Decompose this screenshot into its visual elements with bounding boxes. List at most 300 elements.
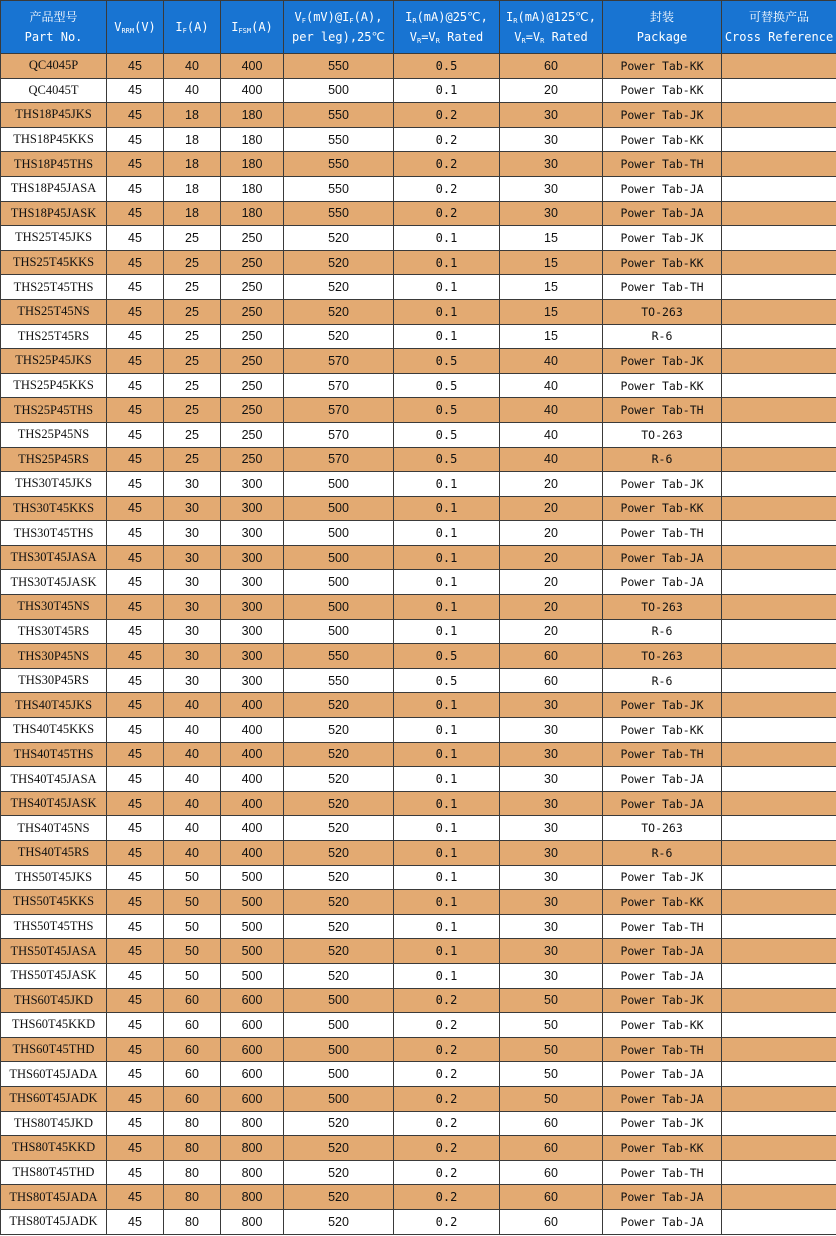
cell-ifsm: 300 bbox=[221, 472, 284, 497]
cell-vf: 550 bbox=[284, 176, 394, 201]
cell-package: Power Tab-JA bbox=[603, 791, 722, 816]
cell-if: 25 bbox=[164, 275, 221, 300]
table-row bbox=[1, 1013, 836, 1038]
cell-ir-125c: 30 bbox=[500, 693, 603, 718]
cell-if: 18 bbox=[164, 103, 221, 128]
cell-ifsm: 400 bbox=[221, 841, 284, 866]
cell-vf: 570 bbox=[284, 447, 394, 472]
cell-if: 80 bbox=[164, 1209, 221, 1234]
cell-ir-125c: 50 bbox=[500, 1037, 603, 1062]
cell-ir-125c: 15 bbox=[500, 299, 603, 324]
cell-ir-25c: 0.1 bbox=[394, 963, 500, 988]
cell-package: TO-263 bbox=[603, 816, 722, 841]
cell-if: 30 bbox=[164, 496, 221, 521]
cell-if: 60 bbox=[164, 1013, 221, 1038]
cell-ir-25c: 0.1 bbox=[394, 472, 500, 497]
cell-vf: 520 bbox=[284, 693, 394, 718]
cell-part-no: THS40T45THS bbox=[1, 742, 107, 767]
cell-cross-reference bbox=[722, 398, 836, 423]
cell-ifsm: 180 bbox=[221, 176, 284, 201]
cell-part-no: THS40T45JKS bbox=[1, 693, 107, 718]
cell-package: Power Tab-JA bbox=[603, 201, 722, 226]
table-row bbox=[1, 693, 836, 718]
cell-package: Power Tab-TH bbox=[603, 1160, 722, 1185]
cell-ir-25c: 0.5 bbox=[394, 349, 500, 374]
cell-package: R-6 bbox=[603, 447, 722, 472]
cell-vf: 550 bbox=[284, 54, 394, 79]
cell-package: Power Tab-JK bbox=[603, 865, 722, 890]
cell-part-no: THS30T45KKS bbox=[1, 496, 107, 521]
cell-ir-25c: 0.1 bbox=[394, 324, 500, 349]
cell-ir-125c: 15 bbox=[500, 324, 603, 349]
cell-ir-125c: 60 bbox=[500, 1136, 603, 1161]
cell-vrrm: 45 bbox=[107, 201, 164, 226]
cell-vf: 520 bbox=[284, 816, 394, 841]
cell-cross-reference bbox=[722, 1086, 836, 1111]
cell-ir-125c: 20 bbox=[500, 78, 603, 103]
cell-ir-125c: 30 bbox=[500, 201, 603, 226]
cell-if: 30 bbox=[164, 521, 221, 546]
cell-ir-25c: 0.1 bbox=[394, 570, 500, 595]
table-row bbox=[1, 127, 836, 152]
cell-if: 25 bbox=[164, 299, 221, 324]
cell-package: Power Tab-TH bbox=[603, 1037, 722, 1062]
cell-cross-reference bbox=[722, 496, 836, 521]
cell-ir-125c: 40 bbox=[500, 373, 603, 398]
cell-package: Power Tab-JA bbox=[603, 1086, 722, 1111]
cell-ir-25c: 0.1 bbox=[394, 791, 500, 816]
table-row bbox=[1, 422, 836, 447]
cell-package: Power Tab-KK bbox=[603, 1136, 722, 1161]
cell-part-no: THS40T45NS bbox=[1, 816, 107, 841]
cell-part-no: THS18P45JKS bbox=[1, 103, 107, 128]
table-row bbox=[1, 1086, 836, 1111]
cell-vf: 520 bbox=[284, 718, 394, 743]
cell-ir-25c: 0.2 bbox=[394, 1209, 500, 1234]
header-ir-25c-line1: $I_R(mA)@25℃$, bbox=[405, 10, 488, 25]
cell-package: Power Tab-JK bbox=[603, 226, 722, 251]
header-if: $I_F(A)$ bbox=[164, 1, 221, 54]
table-row bbox=[1, 472, 836, 497]
cell-cross-reference bbox=[722, 914, 836, 939]
cell-ir-125c: 30 bbox=[500, 742, 603, 767]
header-vf-line2: per leg),25℃ bbox=[292, 30, 385, 44]
header-cross-reference-zh: 可替换产品 bbox=[748, 10, 809, 24]
cell-ir-25c: 0.2 bbox=[394, 1160, 500, 1185]
cell-cross-reference bbox=[722, 275, 836, 300]
cell-ir-25c: 0.1 bbox=[394, 939, 500, 964]
cell-part-no: THS25T45RS bbox=[1, 324, 107, 349]
cell-ir-25c: 0.1 bbox=[394, 496, 500, 521]
cell-ifsm: 400 bbox=[221, 693, 284, 718]
cell-package: Power Tab-JA bbox=[603, 963, 722, 988]
cell-if: 50 bbox=[164, 914, 221, 939]
header-ir-125c-line1: $I_R(mA)@125℃$, bbox=[506, 10, 596, 25]
cell-package: Power Tab-JK bbox=[603, 693, 722, 718]
table-row bbox=[1, 570, 836, 595]
cell-cross-reference bbox=[722, 1209, 836, 1234]
cell-ir-125c: 50 bbox=[500, 988, 603, 1013]
cell-vrrm: 45 bbox=[107, 1185, 164, 1210]
cell-vrrm: 45 bbox=[107, 644, 164, 669]
cell-ifsm: 400 bbox=[221, 54, 284, 79]
cell-package: Power Tab-TH bbox=[603, 398, 722, 423]
cell-ir-25c: 0.1 bbox=[394, 595, 500, 620]
cell-if: 40 bbox=[164, 693, 221, 718]
table-row bbox=[1, 521, 836, 546]
table-row bbox=[1, 78, 836, 103]
table-row bbox=[1, 103, 836, 128]
cell-ifsm: 250 bbox=[221, 299, 284, 324]
table-row bbox=[1, 644, 836, 669]
cell-ifsm: 500 bbox=[221, 963, 284, 988]
cell-if: 40 bbox=[164, 78, 221, 103]
cell-cross-reference bbox=[722, 226, 836, 251]
cell-part-no: THS50T45JASA bbox=[1, 939, 107, 964]
cell-ir-25c: 0.5 bbox=[394, 644, 500, 669]
table-row bbox=[1, 890, 836, 915]
cell-ifsm: 500 bbox=[221, 865, 284, 890]
cell-ir-25c: 0.2 bbox=[394, 103, 500, 128]
cell-vf: 520 bbox=[284, 1160, 394, 1185]
cell-vf: 520 bbox=[284, 1136, 394, 1161]
cell-cross-reference bbox=[722, 1136, 836, 1161]
cell-ir-125c: 40 bbox=[500, 398, 603, 423]
cell-ir-125c: 15 bbox=[500, 226, 603, 251]
cell-vrrm: 45 bbox=[107, 103, 164, 128]
cell-part-no: THS80T45THD bbox=[1, 1160, 107, 1185]
header-part-no-en: Part No. bbox=[24, 30, 83, 44]
cell-ifsm: 180 bbox=[221, 201, 284, 226]
cell-cross-reference bbox=[722, 619, 836, 644]
cell-ir-125c: 50 bbox=[500, 1013, 603, 1038]
cell-if: 30 bbox=[164, 472, 221, 497]
cell-ir-125c: 60 bbox=[500, 668, 603, 693]
cell-vf: 500 bbox=[284, 521, 394, 546]
cell-package: Power Tab-JA bbox=[603, 176, 722, 201]
cell-cross-reference bbox=[722, 1013, 836, 1038]
cell-vf: 500 bbox=[284, 595, 394, 620]
cell-package: Power Tab-KK bbox=[603, 127, 722, 152]
cell-cross-reference bbox=[722, 693, 836, 718]
cell-ifsm: 500 bbox=[221, 914, 284, 939]
cell-package: R-6 bbox=[603, 619, 722, 644]
header-vf bbox=[284, 1, 394, 54]
cell-vf: 550 bbox=[284, 201, 394, 226]
cell-ir-125c: 50 bbox=[500, 1086, 603, 1111]
cell-ir-25c: 0.1 bbox=[394, 890, 500, 915]
cell-part-no: THS30T45JASK bbox=[1, 570, 107, 595]
header-ir-25c bbox=[394, 1, 500, 54]
table-row bbox=[1, 1209, 836, 1234]
cell-part-no: THS60T45KKD bbox=[1, 1013, 107, 1038]
cell-cross-reference bbox=[722, 250, 836, 275]
cell-ifsm: 800 bbox=[221, 1209, 284, 1234]
cell-package: R-6 bbox=[603, 841, 722, 866]
cell-cross-reference bbox=[722, 939, 836, 964]
cell-ir-25c: 0.5 bbox=[394, 398, 500, 423]
cell-cross-reference bbox=[722, 299, 836, 324]
table-row bbox=[1, 447, 836, 472]
cell-vrrm: 45 bbox=[107, 1086, 164, 1111]
cell-package: Power Tab-TH bbox=[603, 521, 722, 546]
table-body bbox=[1, 54, 836, 1235]
cell-vf: 500 bbox=[284, 1086, 394, 1111]
cell-ir-25c: 0.2 bbox=[394, 1111, 500, 1136]
cell-ifsm: 800 bbox=[221, 1185, 284, 1210]
cell-ir-125c: 30 bbox=[500, 103, 603, 128]
cell-part-no: THS60T45THD bbox=[1, 1037, 107, 1062]
cell-package: Power Tab-KK bbox=[603, 1013, 722, 1038]
cell-vf: 520 bbox=[284, 1111, 394, 1136]
cell-cross-reference bbox=[722, 152, 836, 177]
table-row bbox=[1, 201, 836, 226]
cell-ir-25c: 0.2 bbox=[394, 1185, 500, 1210]
cell-ifsm: 300 bbox=[221, 619, 284, 644]
table-row bbox=[1, 1160, 836, 1185]
cell-ir-25c: 0.2 bbox=[394, 1013, 500, 1038]
cell-ir-125c: 20 bbox=[500, 570, 603, 595]
cell-part-no: THS30T45JASA bbox=[1, 545, 107, 570]
cell-cross-reference bbox=[722, 595, 836, 620]
cell-if: 80 bbox=[164, 1185, 221, 1210]
cell-package: Power Tab-JK bbox=[603, 988, 722, 1013]
table-row bbox=[1, 595, 836, 620]
cell-part-no: THS18P45JASK bbox=[1, 201, 107, 226]
cell-ifsm: 600 bbox=[221, 1013, 284, 1038]
cell-ifsm: 250 bbox=[221, 373, 284, 398]
cell-vrrm: 45 bbox=[107, 324, 164, 349]
cell-part-no: THS25T45JKS bbox=[1, 226, 107, 251]
cell-ir-25c: 0.2 bbox=[394, 1136, 500, 1161]
cell-if: 40 bbox=[164, 816, 221, 841]
cell-if: 40 bbox=[164, 742, 221, 767]
cell-ifsm: 250 bbox=[221, 275, 284, 300]
cell-package: Power Tab-TH bbox=[603, 742, 722, 767]
cell-ifsm: 800 bbox=[221, 1136, 284, 1161]
cell-vf: 520 bbox=[284, 914, 394, 939]
cell-vf: 520 bbox=[284, 742, 394, 767]
cell-vf: 570 bbox=[284, 398, 394, 423]
cell-ir-25c: 0.1 bbox=[394, 816, 500, 841]
cell-ifsm: 250 bbox=[221, 398, 284, 423]
table-row bbox=[1, 1062, 836, 1087]
cell-cross-reference bbox=[722, 668, 836, 693]
cell-vf: 500 bbox=[284, 472, 394, 497]
header-ir-125c-line2: $V_R=V_R$ Rated bbox=[514, 30, 588, 45]
table-row bbox=[1, 349, 836, 374]
cell-vrrm: 45 bbox=[107, 299, 164, 324]
cell-ifsm: 600 bbox=[221, 1062, 284, 1087]
table-row bbox=[1, 914, 836, 939]
header-ifsm: $I_{FSM}(A)$ bbox=[221, 1, 284, 54]
cell-cross-reference bbox=[722, 176, 836, 201]
cell-vf: 570 bbox=[284, 373, 394, 398]
cell-part-no: THS30T45RS bbox=[1, 619, 107, 644]
cell-vrrm: 45 bbox=[107, 1160, 164, 1185]
cell-cross-reference bbox=[722, 324, 836, 349]
cell-package: Power Tab-JK bbox=[603, 1111, 722, 1136]
cell-package: TO-263 bbox=[603, 644, 722, 669]
cell-cross-reference bbox=[722, 767, 836, 792]
cell-cross-reference bbox=[722, 963, 836, 988]
cell-vf: 500 bbox=[284, 78, 394, 103]
cell-vrrm: 45 bbox=[107, 619, 164, 644]
cell-vrrm: 45 bbox=[107, 398, 164, 423]
header-cross-reference bbox=[722, 1, 836, 54]
cell-vf: 570 bbox=[284, 349, 394, 374]
table-header bbox=[1, 1, 836, 54]
cell-package: TO-263 bbox=[603, 595, 722, 620]
table-row bbox=[1, 791, 836, 816]
cell-ir-25c: 0.2 bbox=[394, 988, 500, 1013]
cell-ir-25c: 0.2 bbox=[394, 1037, 500, 1062]
cell-cross-reference bbox=[722, 570, 836, 595]
cell-ir-125c: 60 bbox=[500, 1185, 603, 1210]
cell-vf: 520 bbox=[284, 1185, 394, 1210]
table-row bbox=[1, 250, 836, 275]
cell-vrrm: 45 bbox=[107, 693, 164, 718]
cell-ir-25c: 0.5 bbox=[394, 668, 500, 693]
cell-vrrm: 45 bbox=[107, 767, 164, 792]
cell-cross-reference bbox=[722, 127, 836, 152]
cell-cross-reference bbox=[722, 201, 836, 226]
cell-part-no: THS30T45THS bbox=[1, 521, 107, 546]
cell-ir-25c: 0.2 bbox=[394, 152, 500, 177]
cell-vf: 500 bbox=[284, 545, 394, 570]
cell-ir-125c: 30 bbox=[500, 890, 603, 915]
cell-part-no: THS50T45THS bbox=[1, 914, 107, 939]
cell-vrrm: 45 bbox=[107, 472, 164, 497]
cell-package: Power Tab-KK bbox=[603, 496, 722, 521]
cell-ir-125c: 40 bbox=[500, 349, 603, 374]
cell-cross-reference bbox=[722, 865, 836, 890]
table-row bbox=[1, 668, 836, 693]
cell-ir-25c: 0.1 bbox=[394, 742, 500, 767]
cell-package: Power Tab-JK bbox=[603, 349, 722, 374]
cell-part-no: THS25T45NS bbox=[1, 299, 107, 324]
cell-ir-125c: 30 bbox=[500, 939, 603, 964]
cell-vrrm: 45 bbox=[107, 447, 164, 472]
cell-vf: 550 bbox=[284, 644, 394, 669]
cell-vrrm: 45 bbox=[107, 841, 164, 866]
cell-ifsm: 400 bbox=[221, 791, 284, 816]
cell-cross-reference bbox=[722, 54, 836, 79]
cell-ifsm: 300 bbox=[221, 668, 284, 693]
table-row bbox=[1, 54, 836, 79]
cell-vf: 500 bbox=[284, 619, 394, 644]
cell-cross-reference bbox=[722, 472, 836, 497]
cell-ifsm: 500 bbox=[221, 890, 284, 915]
cell-ifsm: 180 bbox=[221, 152, 284, 177]
table-row bbox=[1, 963, 836, 988]
cell-if: 25 bbox=[164, 373, 221, 398]
cell-cross-reference bbox=[722, 791, 836, 816]
cell-if: 40 bbox=[164, 841, 221, 866]
cell-cross-reference bbox=[722, 1037, 836, 1062]
cell-package: Power Tab-JA bbox=[603, 545, 722, 570]
cell-ifsm: 300 bbox=[221, 496, 284, 521]
cell-vrrm: 45 bbox=[107, 152, 164, 177]
cell-vrrm: 45 bbox=[107, 791, 164, 816]
cell-ir-125c: 60 bbox=[500, 1209, 603, 1234]
header-part-no bbox=[1, 1, 107, 54]
cell-part-no: THS25P45KKS bbox=[1, 373, 107, 398]
table-row bbox=[1, 619, 836, 644]
cell-part-no: THS40T45RS bbox=[1, 841, 107, 866]
cell-cross-reference bbox=[722, 644, 836, 669]
table-row bbox=[1, 324, 836, 349]
cell-ir-25c: 0.1 bbox=[394, 250, 500, 275]
cell-part-no: THS30P45NS bbox=[1, 644, 107, 669]
cell-ifsm: 300 bbox=[221, 595, 284, 620]
cell-vrrm: 45 bbox=[107, 963, 164, 988]
cell-ifsm: 400 bbox=[221, 767, 284, 792]
cell-part-no: THS50T45JASK bbox=[1, 963, 107, 988]
cell-vrrm: 45 bbox=[107, 718, 164, 743]
cell-vrrm: 45 bbox=[107, 1136, 164, 1161]
cell-if: 30 bbox=[164, 545, 221, 570]
cell-if: 18 bbox=[164, 127, 221, 152]
cell-vrrm: 45 bbox=[107, 890, 164, 915]
cell-vrrm: 45 bbox=[107, 349, 164, 374]
cell-vf: 520 bbox=[284, 865, 394, 890]
cell-part-no: THS80T45JKD bbox=[1, 1111, 107, 1136]
cell-vrrm: 45 bbox=[107, 1037, 164, 1062]
header-package-en: Package bbox=[636, 30, 688, 44]
cell-part-no: THS60T45JADK bbox=[1, 1086, 107, 1111]
table-row bbox=[1, 275, 836, 300]
cell-ifsm: 180 bbox=[221, 127, 284, 152]
cell-vrrm: 45 bbox=[107, 422, 164, 447]
cell-ir-25c: 0.1 bbox=[394, 767, 500, 792]
cell-ir-25c: 0.1 bbox=[394, 841, 500, 866]
cell-vf: 500 bbox=[284, 570, 394, 595]
cell-part-no: THS25T45KKS bbox=[1, 250, 107, 275]
cell-vf: 520 bbox=[284, 841, 394, 866]
cell-ifsm: 400 bbox=[221, 816, 284, 841]
cell-ifsm: 600 bbox=[221, 1086, 284, 1111]
cell-part-no: THS25P45JKS bbox=[1, 349, 107, 374]
cell-vf: 520 bbox=[284, 1209, 394, 1234]
cell-if: 25 bbox=[164, 226, 221, 251]
cell-if: 18 bbox=[164, 201, 221, 226]
cell-vrrm: 45 bbox=[107, 1013, 164, 1038]
cell-vrrm: 45 bbox=[107, 865, 164, 890]
cell-cross-reference bbox=[722, 816, 836, 841]
cell-ir-25c: 0.1 bbox=[394, 545, 500, 570]
cell-cross-reference bbox=[722, 422, 836, 447]
cell-ir-25c: 0.5 bbox=[394, 54, 500, 79]
cell-if: 50 bbox=[164, 890, 221, 915]
header-package bbox=[603, 1, 722, 54]
cell-package: R-6 bbox=[603, 668, 722, 693]
cell-if: 25 bbox=[164, 422, 221, 447]
cell-vrrm: 45 bbox=[107, 54, 164, 79]
cell-if: 60 bbox=[164, 988, 221, 1013]
cell-part-no: THS50T45JKS bbox=[1, 865, 107, 890]
cell-ifsm: 180 bbox=[221, 103, 284, 128]
cell-ir-125c: 30 bbox=[500, 865, 603, 890]
cell-vf: 500 bbox=[284, 496, 394, 521]
cell-ir-25c: 0.1 bbox=[394, 914, 500, 939]
cell-ifsm: 500 bbox=[221, 939, 284, 964]
header-ir-125c bbox=[500, 1, 603, 54]
cell-ir-125c: 60 bbox=[500, 54, 603, 79]
cell-ifsm: 600 bbox=[221, 1037, 284, 1062]
cell-ifsm: 250 bbox=[221, 447, 284, 472]
cell-package: Power Tab-JA bbox=[603, 767, 722, 792]
